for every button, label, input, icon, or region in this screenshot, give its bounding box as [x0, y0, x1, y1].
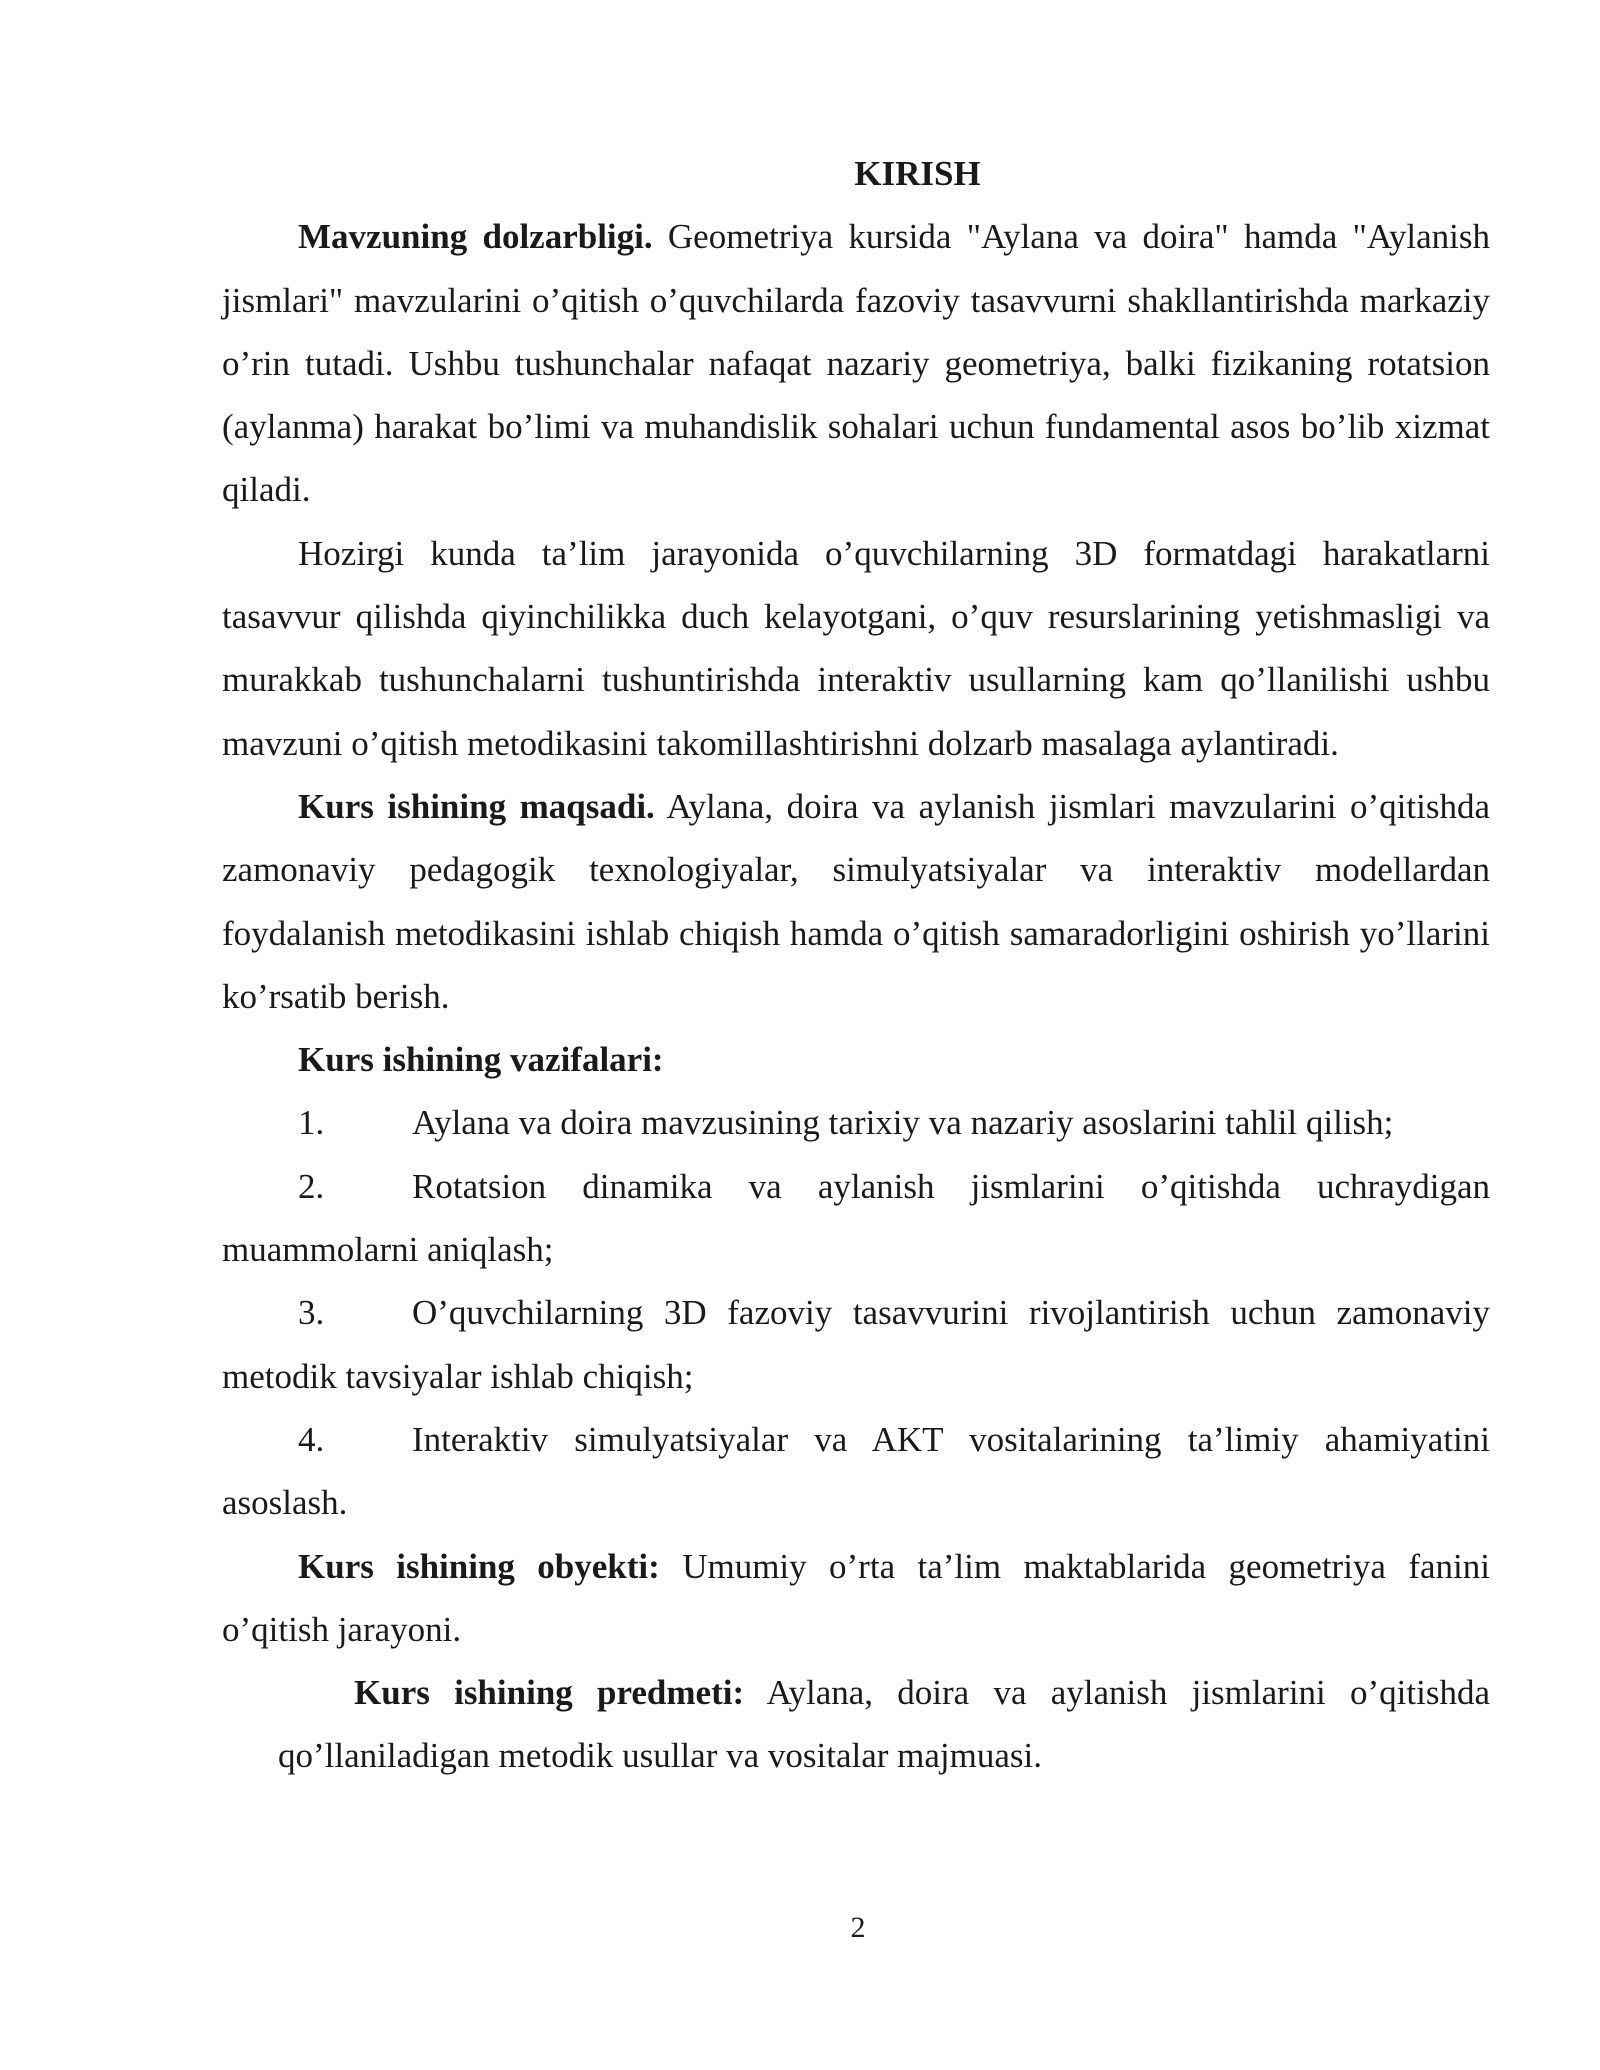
list-item — [222, 1408, 1490, 1535]
goal-paragraph — [222, 775, 1490, 1028]
page-content — [222, 142, 1490, 1788]
relevance-text: Geometriya kursida "Aylana va doira" hamda "Aylanish jismlari" mavzularini o’qitish o’quvchilarda fazoviy tasavvurni shakllantirishda markaziy o’rin tutadi. Ushbu tushunchalar nafaqat nazariy geometriya, balki fizikaning rotatsion (aylanma) harakat bo’limi va muhandislik sohalari uchun fundamental asos bo’lib xizmat qiladi. — [222, 217, 1490, 510]
list-item-number: 4. — [298, 1419, 325, 1459]
goal-label: Kurs ishining maqsadi. — [298, 786, 655, 826]
list-item-number: 2. — [298, 1166, 325, 1206]
list-item-text: Rotatsion dinamika va aylanish jismlarini o’qitishda uchraydigan muammolarni aniqlash; — [222, 1166, 1490, 1270]
list-item-number: 1. — [298, 1103, 325, 1143]
list-item — [222, 1091, 1490, 1154]
relevance-paragraph-2: Hozirgi kunda ta’lim jarayonida o’quvchilarning 3D formatdagi harakatlarni tasavvur qilishda qiyinchilikka duch kelayotgani, o’quv resurslarining yetishmasligi va murakkab tushunchalarni tushuntirishda interaktiv usullarning kam qo’llanilishi ushbu mavzuni o’qitish metodikasini takomillashtirishni dolzarb masalaga aylantiradi. — [222, 533, 1490, 763]
goal-text: Aylana, doira va aylanish jismlari mavzularini o’qitishda zamonaviy pedagogik texnologiyalar, simulyatsiyalar va interaktiv modellardan foydalanish metodikasini ishlab chiqish hamda o’qitish samaradorligini oshirish yo’llarini ko’rsatib berish. — [222, 786, 1490, 1016]
tasks-heading: Kurs ishining vazifalari: — [298, 1040, 664, 1080]
list-item-text: Aylana va doira mavzusining tarixiy va nazariy asoslarini tahlil qilish; — [412, 1103, 1394, 1143]
relevance-paragraph — [222, 205, 1490, 521]
list-item — [222, 1281, 1490, 1408]
relevance-label: Mavzuning dolzarbligi. — [298, 217, 653, 257]
page-title: KIRISH — [854, 154, 981, 193]
page-number: 2 — [850, 1911, 866, 1944]
subject-text: Aylana, doira va aylanish jismlarini o’qitishda qo’llaniladigan metodik usullar va vositalar majmuasi. — [278, 1673, 1490, 1776]
list-item-text: O’quvchilarning 3D fazoviy tasavvurini rivojlantirish uchun zamonaviy metodik tavsiyalar ishlab chiqish; — [222, 1293, 1490, 1396]
list-item-text: Interaktiv simulyatsiyalar va AKT vositalarining ta’limiy ahamiyatini asoslash. — [222, 1419, 1490, 1523]
object-text: Umumiy o’rta ta’lim maktablarida geometriya fanini o’qitish jarayoni. — [222, 1546, 1490, 1649]
list-item-number: 3. — [298, 1293, 325, 1333]
subject-label: Kurs ishining predmeti: — [354, 1673, 745, 1713]
object-paragraph — [222, 1535, 1490, 1662]
subject-paragraph — [278, 1661, 1490, 1788]
object-label: Kurs ishining obyekti: — [298, 1546, 660, 1586]
list-item — [222, 1155, 1490, 1282]
